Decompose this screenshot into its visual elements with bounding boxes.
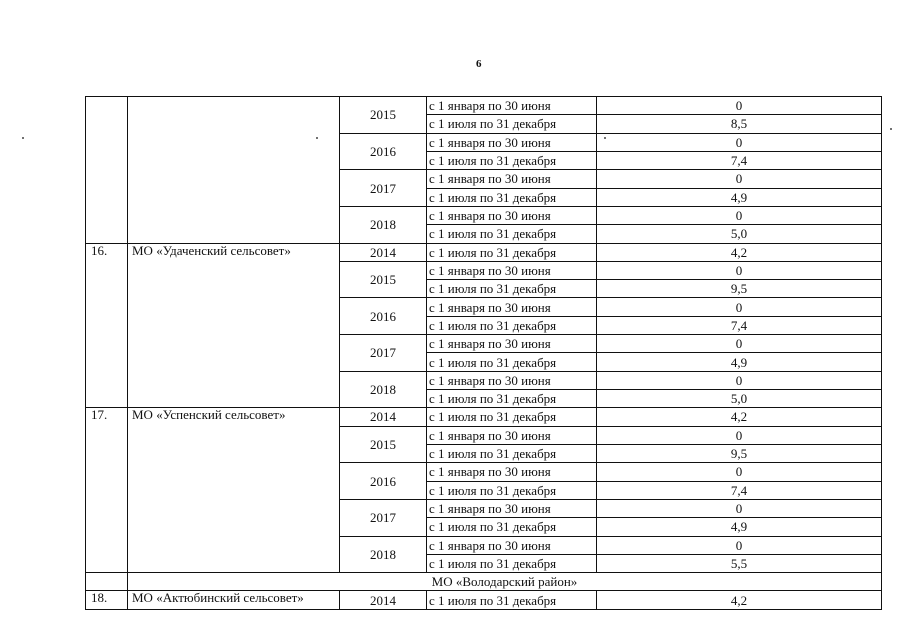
year-cell: 2017 — [340, 335, 427, 372]
scan-speck — [316, 137, 318, 139]
year-cell: 2014 — [340, 243, 427, 261]
period-cell: с 1 июля по 31 декабря — [427, 554, 597, 572]
table-row — [86, 243, 882, 261]
entity-name-cell: МО «Успенский сельсовет» — [128, 408, 340, 573]
value-cell: 7,4 — [597, 481, 882, 499]
year-cell: 2018 — [340, 206, 427, 243]
value-cell: 9,5 — [597, 280, 882, 298]
year-cell: 2016 — [340, 463, 427, 500]
period-cell: с 1 января по 30 июня — [427, 298, 597, 316]
period-cell: с 1 июля по 31 декабря — [427, 243, 597, 261]
year-cell: 2015 — [340, 426, 427, 463]
period-cell: с 1 июля по 31 декабря — [427, 353, 597, 371]
scan-speck — [604, 137, 606, 139]
value-cell: 5,5 — [597, 554, 882, 572]
year-cell: 2017 — [340, 170, 427, 207]
value-cell: 4,9 — [597, 353, 882, 371]
period-cell: с 1 июля по 31 декабря — [427, 316, 597, 334]
period-cell: с 1 июля по 31 декабря — [427, 444, 597, 462]
value-cell: 0 — [597, 499, 882, 517]
row-number-cell: 17. — [86, 408, 128, 573]
period-cell: с 1 января по 30 июня — [427, 499, 597, 517]
table-row — [86, 408, 882, 426]
value-cell: 4,9 — [597, 188, 882, 206]
period-cell: с 1 января по 30 июня — [427, 170, 597, 188]
value-cell: 0 — [597, 206, 882, 224]
period-cell: с 1 января по 30 июня — [427, 97, 597, 115]
table-row — [86, 591, 882, 610]
period-cell: с 1 июля по 31 декабря — [427, 151, 597, 169]
value-cell: 4,2 — [597, 243, 882, 261]
value-cell: 4,2 — [597, 591, 882, 610]
value-cell: 4,9 — [597, 518, 882, 536]
year-cell: 2017 — [340, 499, 427, 536]
period-cell: с 1 января по 30 июня — [427, 463, 597, 481]
row-number-cell — [86, 97, 128, 244]
year-cell: 2014 — [340, 591, 427, 610]
scan-speck — [890, 128, 892, 130]
year-cell: 2015 — [340, 261, 427, 298]
entity-name-cell — [128, 97, 340, 244]
period-cell: с 1 января по 30 июня — [427, 206, 597, 224]
region-header-cell: МО «Володарский район» — [128, 573, 882, 591]
period-cell: с 1 июля по 31 декабря — [427, 225, 597, 243]
value-cell: 7,4 — [597, 316, 882, 334]
period-cell: с 1 января по 30 июня — [427, 426, 597, 444]
year-cell: 2016 — [340, 298, 427, 335]
entity-name-cell: МО «Актюбинский сельсовет» — [128, 591, 340, 610]
period-cell: с 1 июля по 31 декабря — [427, 390, 597, 408]
row-number-cell — [86, 573, 128, 591]
period-cell: с 1 июля по 31 декабря — [427, 188, 597, 206]
period-cell: с 1 января по 30 июня — [427, 133, 597, 151]
value-cell: 0 — [597, 371, 882, 389]
period-cell: с 1 июля по 31 декабря — [427, 115, 597, 133]
value-cell: 0 — [597, 97, 882, 115]
period-cell: с 1 июля по 31 декабря — [427, 481, 597, 499]
year-cell: 2016 — [340, 133, 427, 170]
row-number-cell: 16. — [86, 243, 128, 408]
value-cell: 0 — [597, 426, 882, 444]
value-cell: 0 — [597, 170, 882, 188]
entity-name-cell: МО «Удаченский сельсовет» — [128, 243, 340, 408]
page-number: 6 — [476, 58, 482, 70]
scan-speck — [22, 137, 24, 139]
period-cell: с 1 января по 30 июня — [427, 335, 597, 353]
value-cell: 0 — [597, 298, 882, 316]
value-cell: 0 — [597, 133, 882, 151]
period-cell: с 1 июля по 31 декабря — [427, 518, 597, 536]
year-cell: 2014 — [340, 408, 427, 426]
tariff-table-body — [86, 97, 882, 610]
period-cell: с 1 июля по 31 декабря — [427, 408, 597, 426]
value-cell: 9,5 — [597, 444, 882, 462]
period-cell: с 1 июля по 31 декабря — [427, 591, 597, 610]
tariff-table — [85, 96, 882, 610]
value-cell: 0 — [597, 335, 882, 353]
row-number-cell: 18. — [86, 591, 128, 610]
value-cell: 5,0 — [597, 225, 882, 243]
value-cell: 7,4 — [597, 151, 882, 169]
year-cell: 2018 — [340, 371, 427, 408]
table-row — [86, 97, 882, 115]
value-cell: 0 — [597, 463, 882, 481]
value-cell: 4,2 — [597, 408, 882, 426]
value-cell: 0 — [597, 536, 882, 554]
year-cell: 2018 — [340, 536, 427, 573]
value-cell: 5,0 — [597, 390, 882, 408]
period-cell: с 1 января по 30 июня — [427, 261, 597, 279]
region-header-row — [86, 573, 882, 591]
value-cell: 0 — [597, 261, 882, 279]
period-cell: с 1 января по 30 июня — [427, 371, 597, 389]
year-cell: 2015 — [340, 97, 427, 134]
period-cell: с 1 января по 30 июня — [427, 536, 597, 554]
value-cell: 8,5 — [597, 115, 882, 133]
period-cell: с 1 июля по 31 декабря — [427, 280, 597, 298]
